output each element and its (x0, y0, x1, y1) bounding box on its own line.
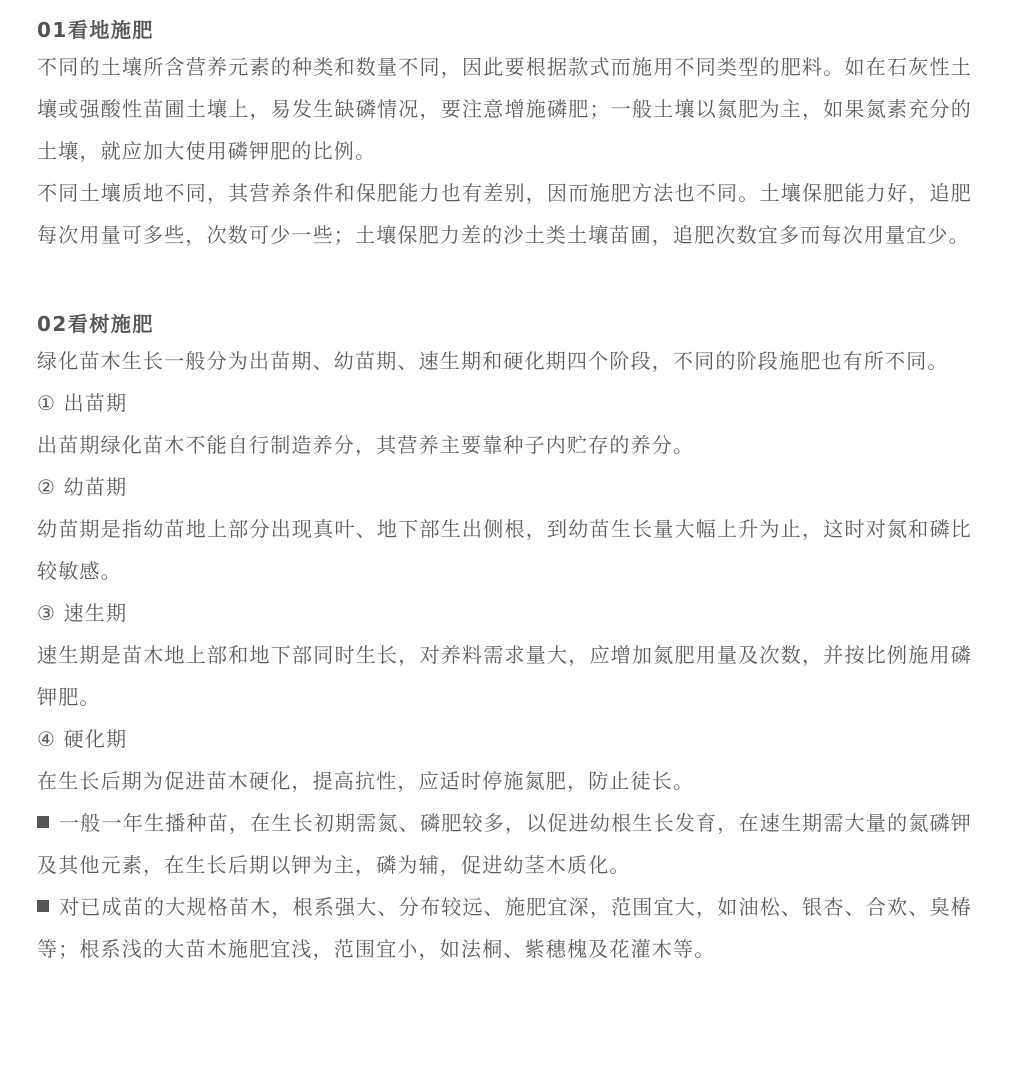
stage-text-rapid-growth: 速生期是苗木地上部和地下部同时生长，对养料需求量大，应增加氮肥用量及次数，并按比例施用磷钾肥。 (37, 643, 972, 709)
soil-paragraph-2: 不同土壤质地不同，其营养条件和保肥能力也有差别，因而施肥方法也不同。土壤保肥能力好，追肥每次用量可多些，次数可少一些；土壤保肥力差的沙土类土壤苗圃，追肥次数宜多而每次用量宜少。 (37, 181, 972, 247)
soil-paragraph-1: 不同的土壤所含营养元素的种类和数量不同，因此要根据款式而施用不同类型的肥料。如在石灰性土壤或强酸性苗圃土壤上，易发生缺磷情况，要注意增施磷肥；一般土壤以氮肥为主，如果氮素充分的土壤，就应加大使用磷钾肥的比例。 (37, 55, 972, 163)
stage-label-emergence: ① 出苗期 (37, 391, 128, 415)
stage-label-rapid-growth: ③ 速生期 (37, 601, 128, 625)
stage-label-seedling: ② 幼苗期 (37, 475, 128, 499)
section-title-tree: 02看树施肥 (37, 312, 154, 336)
section-spacer (37, 256, 972, 308)
square-bullet-icon (37, 816, 49, 828)
bullet-text-large-nursery-stock: 对已成苗的大规格苗木，根系强大、分布较远、施肥宜深，范围宜大，如油松、银杏、合欢、臭椿等；根系浅的大苗木施肥宜浅，范围宜小，如法桐、紫穗槐及花灌木等。 (37, 895, 972, 961)
square-bullet-icon (37, 900, 49, 912)
bullet-text-annual-seedlings: 一般一年生播种苗，在生长初期需氮、磷肥较多，以促进幼根生长发育，在速生期需大量的氮磷钾及其他元素，在生长后期以钾为主，磷为辅，促进幼茎木质化。 (37, 811, 972, 877)
section-title-soil: 01看地施肥 (37, 18, 154, 42)
stage-label-hardening: ④ 硬化期 (37, 727, 128, 751)
bullet-item (37, 802, 972, 886)
stage-text-emergence: 出苗期绿化苗木不能自行制造养分，其营养主要靠种子内贮存的养分。 (37, 433, 695, 457)
stage-text-hardening: 在生长后期为促进苗木硬化，提高抗性，应适时停施氮肥，防止徒长。 (37, 769, 695, 793)
tree-intro-paragraph: 绿化苗木生长一般分为出苗期、幼苗期、速生期和硬化期四个阶段，不同的阶段施肥也有所不同。 (37, 349, 949, 373)
stage-text-seedling: 幼苗期是指幼苗地上部分出现真叶、地下部生出侧根，到幼苗生长量大幅上升为止，这时对氮和磷比较敏感。 (37, 517, 972, 583)
bullet-item (37, 886, 972, 970)
